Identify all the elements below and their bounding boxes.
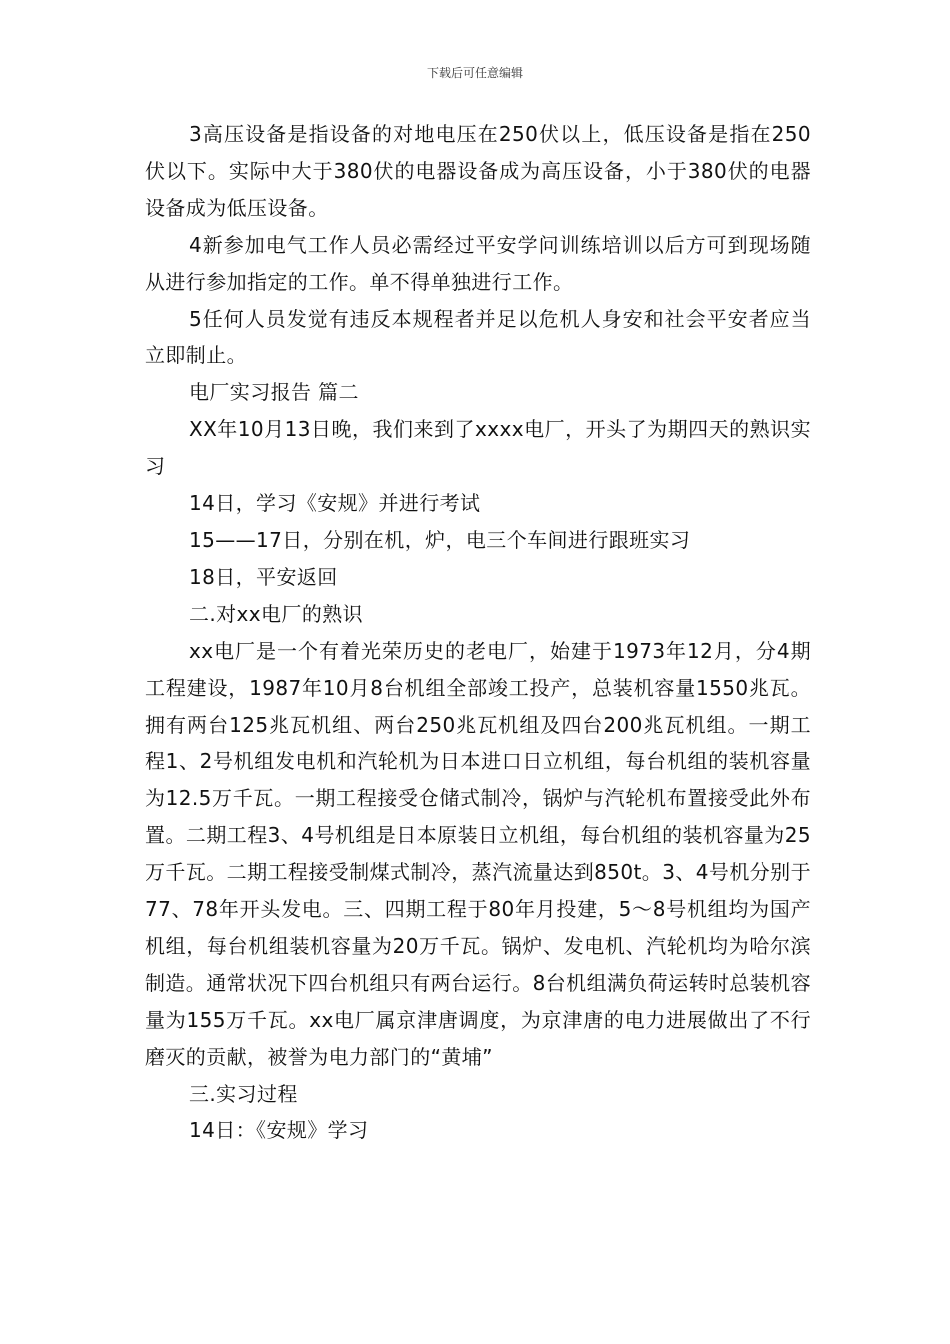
section-heading: 三.实习过程 [189,1081,298,1106]
document-body [145,116,811,1149]
section-heading: 二.对xx电厂的熟识 [189,601,364,626]
schedule-item: 15——17日，分别在机，炉，电三个车间进行跟班实习 [189,527,691,552]
paragraph: 14日：《安规》学习 [189,1118,369,1143]
paragraph: XX年10月13日晚，我们来到了xxxx电厂，开头了为期四天的熟识实习 [145,417,811,479]
page-header: 下载后可任意编辑 [426,66,523,80]
schedule-item: 18日，平安返回 [189,564,338,589]
paragraph: 4新参加电气工作人员必需经过平安学问训练培训以后方可到现场随从进行参加指定的工作。单不得单独进行工作。 [145,232,811,294]
schedule-item: 14日，学习《安规》并进行考试 [189,491,481,516]
section-heading: 电厂实习报告 篇二 [189,380,359,405]
paragraph: 5任何人员发觉有违反本规程者并足以危机人身安和社会平安者应当立即制止。 [145,306,811,368]
paragraph: 3高压设备是指设备的对地电压在250伏以上，低压设备是指在250伏以下。实际中大于380伏的电器设备成为高压设备，小于380伏的电器设备成为低压设备。 [145,122,811,220]
paragraph: xx电厂是一个有着光荣历史的老电厂，始建于1973年12月，分4期工程建设，1987年10月8台机组全部竣工投产，总装机容量1550兆瓦。拥有两台125兆瓦机组、两台250兆瓦机组及四台200兆瓦机组。一期工程1、2号机组发电机和汽轮机为日本进口日立机组，每台机组的装机容量为12.5万千瓦。一期工程接受仓储式制冷，锅炉与汽轮机布置接受此外布置。二期工程3、4号机组是日本原装日立机组，每台机组的装机容量为25万千瓦。二期工程接受制煤式制冷，蒸汽流量达到850t。3、4号机分别于77、78年开头发电。三、四期工程于80年月投建，5～8号机组均为国产机组，每台机组装机容量为20万千瓦。锅炉、发电机、汽轮机均为哈尔滨制造。通常状况下四台机组只有两台运行。8台机组满负荷运转时总装机容量为155万千瓦。xx电厂属京津唐调度，为京津唐的电力进展做出了不行磨灭的贡献，被誉为电力部门的“黄埔” [145,638,811,1069]
